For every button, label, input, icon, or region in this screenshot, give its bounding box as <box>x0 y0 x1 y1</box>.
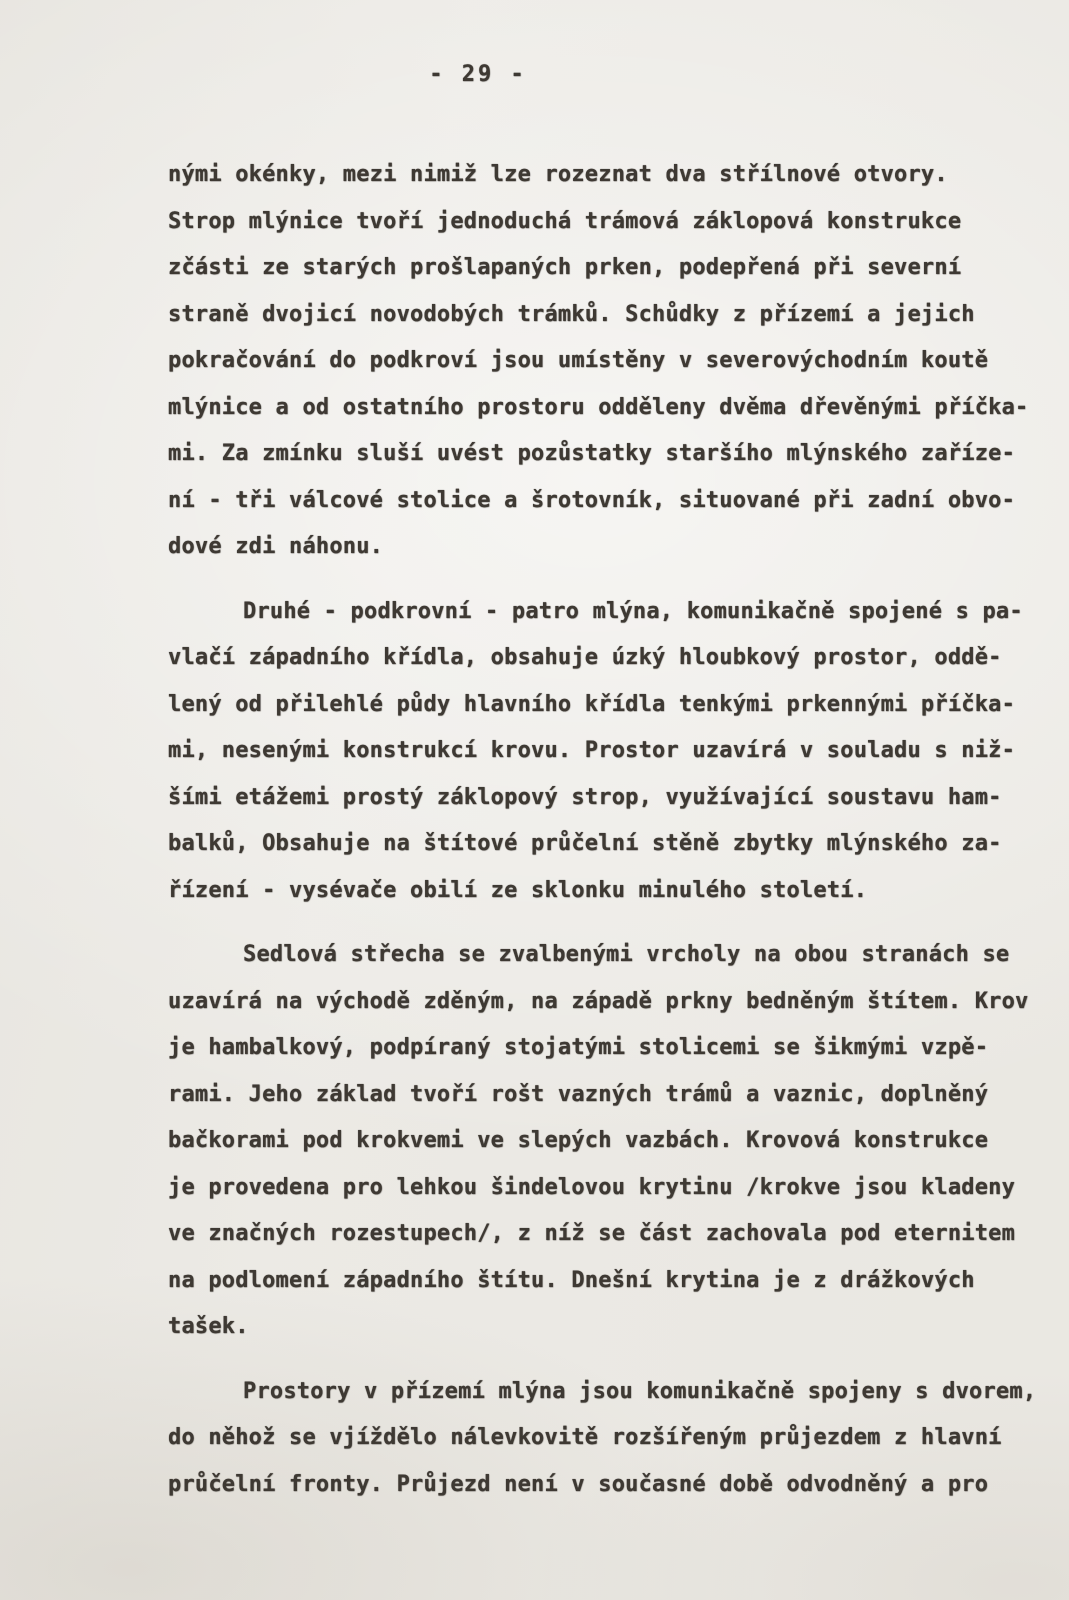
text-line: je provedena pro lehkou šindelovou krytinu /krokve jsou kladeny <box>168 1174 1016 1200</box>
paragraph <box>168 152 1048 571</box>
text-line: bačkorami pod krokvemi ve slepých vazbách. Krovová konstrukce <box>168 1128 989 1153</box>
text-line: Druhé - podkrovní - patro mlýna, komunikačně spojené s pa- <box>243 598 1023 624</box>
text-line: straně dvojicí novodobých trámků. Schůdky z přízemí a jejich <box>168 301 975 327</box>
text-line: zčásti ze starých prošlapaných prken, podepřená při severní <box>168 255 962 280</box>
text-line: řízení - vysévače obilí ze sklonku minulého století. <box>168 877 868 903</box>
text-line: do něhož se vjíždělo nálevkovitě rozšířeným průjezdem z hlavní <box>168 1425 1002 1450</box>
text-line: ve značných rozestupech/, z níž se část zachovala pod eternitem <box>168 1221 1016 1246</box>
paragraph <box>168 589 1048 915</box>
paragraph <box>168 1369 1048 1509</box>
text-line: Prostory v přízemí mlýna jsou komunikačně spojeny s dvorem, <box>243 1378 1037 1404</box>
paragraph <box>168 932 1048 1351</box>
text-line: rami. Jeho základ tvoří rošt vazných trámů a vaznic, doplněný <box>168 1081 989 1107</box>
text-line: mlýnice a od ostatního prostoru odděleny dvěma dřevěnými příčka- <box>168 394 1029 420</box>
text-line: uzavírá na východě zděným, na západě prkny bedněným štítem. Krov <box>168 988 1029 1014</box>
text-line: šími etážemi prostý záklopový strop, využívající soustavu ham- <box>168 784 1002 810</box>
text-line: tašek. <box>168 1314 249 1339</box>
text-line: dové zdi náhonu. <box>168 534 384 559</box>
text-line: vlačí západního křídla, obsahuje úzký hloubkový prostor, oddě- <box>168 645 1002 670</box>
text-line: lený od přilehlé půdy hlavního křídla tenkými prkennými příčka- <box>168 691 1016 717</box>
text-line: nými okénky, mezi nimiž lze rozeznat dva střílnové otvory. <box>168 162 948 187</box>
text-line: Sedlová střecha se zvalbenými vrcholy na obou stranách se <box>243 942 1010 967</box>
text-line: mi, nesenými konstrukcí krovu. Prostor uzavírá v souladu s niž- <box>168 738 1016 763</box>
text-line: je hambalkový, podpíraný stojatými stolicemi se šikmými vzpě- <box>168 1035 989 1060</box>
page-number: - 29 - <box>429 62 527 87</box>
text-line: ní - tři válcové stolice a šrotovník, situované při zadní obvo- <box>168 487 1016 513</box>
text-line: mi. Za zmínku sluší uvést pozůstatky staršího mlýnského zaříze- <box>168 441 1016 466</box>
text-line: pokračování do podkroví jsou umístěny v severovýchodním koutě <box>168 348 989 373</box>
text-line: Strop mlýnice tvoří jednoduchá trámová záklopová konstrukce <box>168 208 962 234</box>
text-line: průčelní fronty. Průjezd není v současné době odvodněný a pro <box>168 1471 989 1497</box>
text-line: balků, Obsahuje na štítové průčelní stěně zbytky mlýnského za- <box>168 831 1002 856</box>
text-line: na podlomení západního štítu. Dnešní krytina je z drážkových <box>168 1267 975 1293</box>
document-body <box>168 152 1048 1508</box>
